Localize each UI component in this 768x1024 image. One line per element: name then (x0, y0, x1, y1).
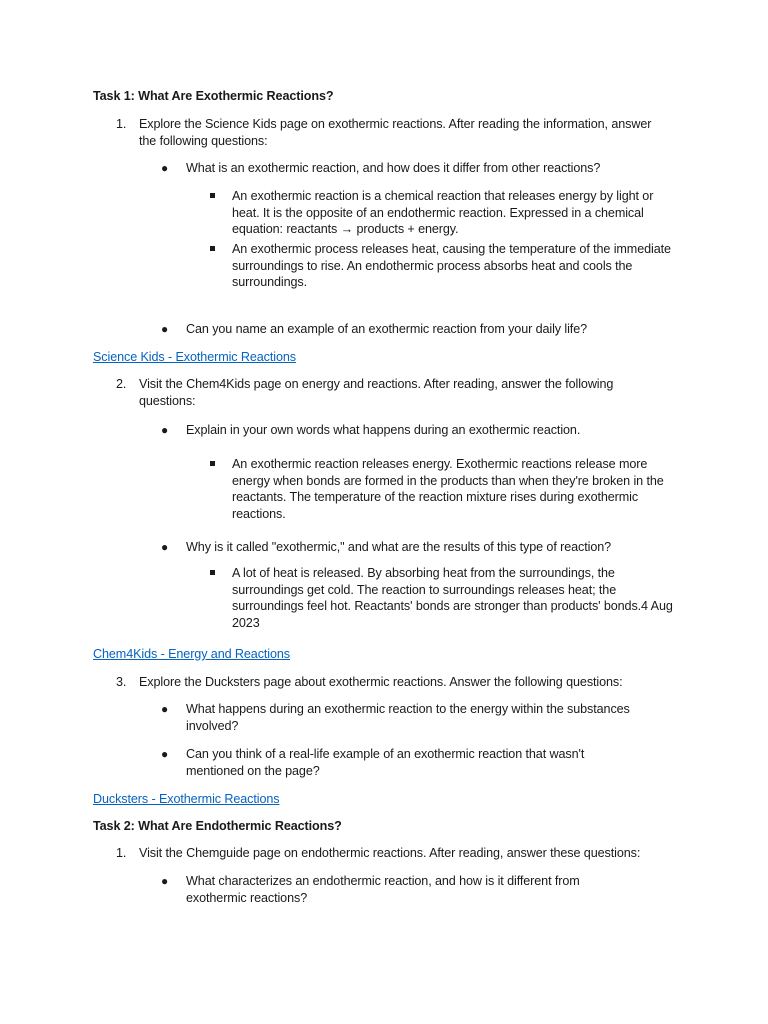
task2-item1-question1: What characterizes an endothermic reaction, and how is it different from exothermic reactions? (186, 874, 580, 905)
task1-heading: Task 1: What Are Exothermic Reactions? (93, 89, 334, 103)
task1-item2-text: Visit the Chem4Kids page on energy and reactions. After reading, answer the following questions: (139, 377, 614, 408)
task1-item1-question1: What is an exothermic reaction, and how does it differ from other reactions? (186, 161, 601, 175)
list-number: 3. (116, 675, 127, 689)
science-kids-link[interactable]: Science Kids - Exothermic Reactions (93, 350, 296, 364)
task1-item2-answer1: An exothermic reaction releases energy. Exothermic reactions release more energy when bonds are formed in the products than when they're broken in the reactants. The temperature of the reaction mixture rises during exothermic reactions. (232, 457, 664, 521)
square-bullet-icon (210, 461, 215, 466)
list-number: 1. (116, 846, 127, 860)
task1-item2-answer2: A lot of heat is released. By absorbing heat from the surroundings, the surroundings get cold. The reaction to surroundings releases heat; the surroundings feel hot. Reactants' bonds are stronger than products' bonds.4 Aug 2023 (232, 566, 673, 630)
bullet-icon: ● (161, 540, 169, 554)
list-number: 1. (116, 117, 127, 131)
square-bullet-icon (210, 246, 215, 251)
bullet-icon: ● (161, 874, 169, 888)
task1-item2-question1: Explain in your own words what happens during an exothermic reaction. (186, 423, 581, 437)
bullet-icon: ● (161, 322, 169, 336)
task1-item1-question2: Can you name an example of an exothermic reaction from your daily life? (186, 322, 588, 336)
task1-item1-answer1: An exothermic reaction is a chemical reaction that releases energy by light or heat. It is the opposite of an endothermic reaction. Expressed in a chemical equation: reactants → products + energy. (232, 189, 654, 236)
list-number: 2. (116, 377, 127, 391)
bullet-icon: ● (161, 423, 169, 437)
bullet-icon: ● (161, 161, 169, 175)
bullet-icon: ● (161, 747, 169, 761)
square-bullet-icon (210, 193, 215, 198)
task1-item2-question2: Why is it called "exothermic," and what are the results of this type of reaction? (186, 540, 612, 554)
task2-item1-text: Visit the Chemguide page on endothermic reactions. After reading, answer these questions: (139, 846, 641, 860)
task1-item3-question1: What happens during an exothermic reaction to the energy within the substances involved? (186, 702, 630, 733)
task1-item1-text: Explore the Science Kids page on exothermic reactions. After reading the information, answer the following questions: (139, 117, 652, 148)
chem4kids-link[interactable]: Chem4Kids - Energy and Reactions (93, 647, 291, 661)
square-bullet-icon (210, 570, 215, 575)
task1-item3-text: Explore the Ducksters page about exothermic reactions. Answer the following questions: (139, 675, 623, 689)
ducksters-link[interactable]: Ducksters - Exothermic Reactions (93, 792, 280, 806)
task2-heading: Task 2: What Are Endothermic Reactions? (93, 819, 342, 833)
task1-item3-question2: Can you think of a real-life example of an exothermic reaction that wasn't mentioned on the page? (186, 747, 585, 778)
bullet-icon: ● (161, 702, 169, 716)
task1-item1-answer2: An exothermic process releases heat, causing the temperature of the immediate surroundings to rise. An endothermic process absorbs heat and cools the surroundings. (232, 242, 671, 289)
